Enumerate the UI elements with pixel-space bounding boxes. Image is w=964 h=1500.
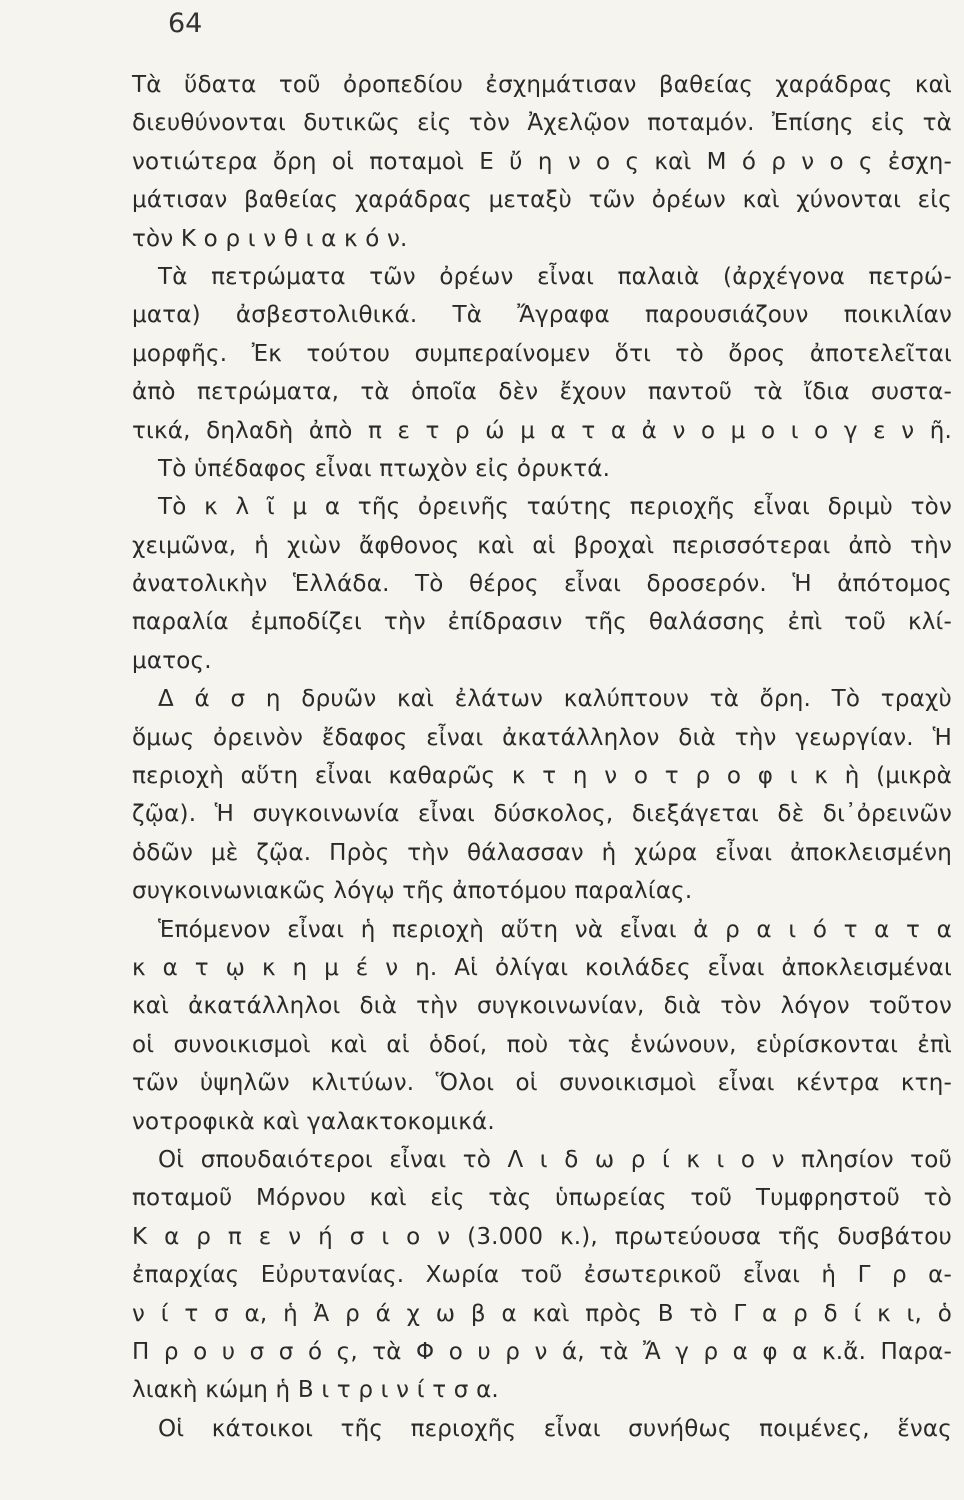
text-line: ποταμοῦ Μόρνου καὶ εἰς τὰς ὑπωρείας τοῦ Τυμφρηστοῦ τὸ — [132, 1185, 952, 1212]
text-line: ὁδῶν μὲ ζῷα. Πρὸς τὴν θάλασσαν ἡ χώρα εἶναι ἀποκλεισμένη — [132, 839, 952, 866]
text-line: νοτιώτερα ὄρη οἱ ποταμοὶ Ε ὔ η ν ο ς καὶ Μ ό ρ ν ο ς ἐσχη- — [132, 148, 952, 175]
text-line: καὶ ἀκατάλληλοι διὰ τὴν συγκοινωνίαν, διὰ τὸν λόγον τοῦτον — [132, 993, 952, 1020]
text-line: ἀπὸ πετρώματα, τὰ ὁποῖα δὲν ἔχουν παντοῦ τὰ ἴδια συστα- — [132, 379, 952, 406]
text-line: ζῷα). Ἡ συγκοινωνία εἶναι δύσκολος, διεξάγεται δὲ δι᾿ὀρεινῶν — [132, 801, 952, 828]
text-line: νοτροφικὰ καὶ γαλακτοκομικά. — [132, 1108, 495, 1135]
text-line: οἱ συνοικισμοὶ καὶ αἱ ὁδοί, ποὺ τὰς ἑνώνουν, εὑρίσκονται ἐπὶ — [132, 1031, 952, 1058]
text-line: λιακὴ κώμη ἡ Β ι τ ρ ι ν ί τ σ α. — [132, 1377, 499, 1404]
text-line: ἐπαρχίας Εὐρυτανίας. Χωρία τοῦ ἐσωτερικοῦ εἶναι ἡ Γ ρ α- — [132, 1262, 952, 1289]
text-line: χειμῶνα, ἡ χιὼν ἄφθονος καὶ αἱ βροχαὶ περισσότεραι ἀπὸ τὴν — [132, 532, 952, 559]
text-line: τικά, δηλαδὴ ἀπὸ π ε τ ρ ώ μ α τ α ἀ ν ο μ ο ι ο γ ε ν ῆ. — [132, 417, 952, 444]
text-line: παραλία ἐμποδίζει τὴν ἐπίδρασιν τῆς θαλάσσης ἐπὶ τοῦ κλί- — [132, 609, 952, 636]
text-line: μάτισαν βαθείας χαράδρας μεταξὺ τῶν ὀρέων καὶ χύνονται εἰς — [132, 187, 952, 214]
text-line: Κ α ρ π ε ν ή σ ι ο ν (3.000 κ.), πρωτεύουσα τῆς δυσβάτου — [132, 1223, 952, 1250]
body-text — [132, 66, 952, 1448]
text-line: Δ ά σ η δρυῶν καὶ ἐλάτων καλύπτουν τὰ ὄρη. Τὸ τραχὺ — [158, 686, 952, 713]
text-line: ἀνατολικὴν Ἑλλάδα. Τὸ θέρος εἶναι δροσερόν. Ἡ ἀπότομος — [132, 571, 952, 598]
text-line: Τὸ ὑπέδαφος εἶναι πτωχὸν εἰς ὀρυκτά. — [158, 455, 611, 482]
text-line: διευθύνονται δυτικῶς εἰς τὸν Ἀχελῷον ποταμόν. Ἐπίσης εἰς τὰ — [132, 110, 952, 137]
text-line: κ α τ ῳ κ η μ έ ν η. Αἱ ὀλίγαι κοιλάδες εἶναι ἀποκλεισμέναι — [132, 954, 952, 981]
text-line: Π ρ ο υ σ σ ό ς, τὰ Φ ο υ ρ ν ά, τὰ Ἄ γ ρ α φ α κ.ἄ. Παρα- — [132, 1338, 952, 1365]
text-line: Τὰ ὕδατα τοῦ ὀροπεδίου ἐσχημάτισαν βαθείας χαράδρας καὶ — [132, 72, 952, 98]
text-line: συγκοινωνιακῶς λόγῳ τῆς ἀποτόμου παραλίας. — [132, 878, 693, 905]
text-line: Ἑπόμενον εἶναι ἡ περιοχὴ αὕτη νὰ εἶναι ἀ ρ α ι ό τ α τ α — [158, 916, 952, 943]
text-line: τῶν ὑψηλῶν κλιτύων. Ὅλοι οἱ συνοικισμοὶ εἶναι κέντρα κτη- — [132, 1070, 952, 1097]
text-line: ὅμως ὀρεινὸν ἔδαφος εἶναι ἀκατάλληλον διὰ τὴν γεωργίαν. Ἡ — [132, 724, 952, 751]
text-line: τὸν Κ ο ρ ι ν θ ι α κ ό ν. — [132, 225, 408, 252]
text-line: ματος. — [132, 647, 212, 674]
text-line: περιοχὴ αὕτη εἶναι καθαρῶς κ τ η ν ο τ ρ ο φ ι κ ὴ (μικρὰ — [132, 763, 952, 790]
text-line: μορφῆς. Ἐκ τούτου συμπεραίνομεν ὅτι τὸ ὄρος ἀποτελεῖται — [132, 340, 952, 367]
text-line: Τὰ πετρώματα τῶν ὀρέων εἶναι παλαιὰ (ἀρχέγονα πετρώ- — [158, 263, 952, 290]
text-line: Οἱ σπουδαιότεροι εἶναι τὸ Λ ι δ ω ρ ί κ ι ο ν πλησίον τοῦ — [158, 1146, 952, 1173]
text-line: Οἱ κάτοικοι τῆς περιοχῆς εἶναι συνήθως ποιμένες, ἕνας — [158, 1415, 952, 1442]
page-number: 64 — [168, 8, 203, 39]
text-line: ματα) ἀσβεστολιθικά. Τὰ Ἄγραφα παρουσιάζουν ποικιλίαν — [132, 302, 952, 329]
text-line: ν ί τ σ α, ἡ Ἀ ρ ά χ ω β α καὶ πρὸς Β τὸ Γ α ρ δ ί κ ι, ὁ — [132, 1300, 952, 1327]
text-line: Τὸ κ λ ῖ μ α τῆς ὀρεινῆς ταύτης περιοχῆς εἶναι δριμὺ τὸν — [158, 494, 952, 521]
